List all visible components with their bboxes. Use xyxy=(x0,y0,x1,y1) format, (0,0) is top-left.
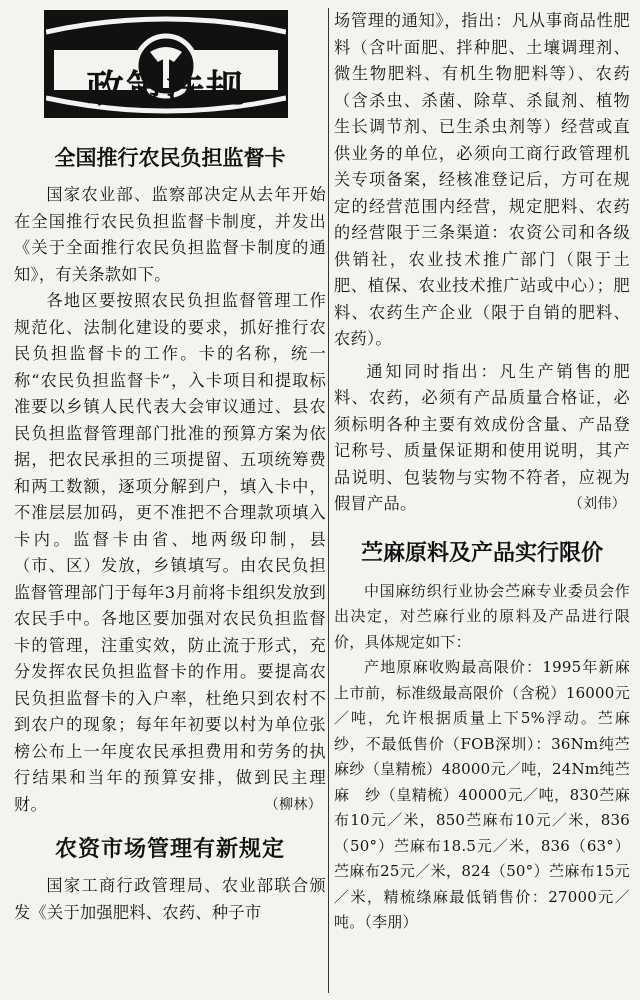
masthead-title: 政策法规 xyxy=(85,67,246,111)
column-divider xyxy=(328,8,329,993)
article-paragraph xyxy=(14,288,326,818)
article-paragraph: 国家工商行政管理局、农业部联合颁发《关于加强肥料、农药、种子市 xyxy=(14,876,326,922)
article-paragraph: 中国麻纺织行业协会苎麻专业委员会作出决定，对苎麻行业的原料及产品进行限价，具体规定如下： xyxy=(334,581,630,651)
article-paragraph: 国家农业部、监察部决定从去年开始在全国推行农民负担监督卡制度，并发出《关于全面推行农民负担监督卡制度的通知》，有关条款如下。 xyxy=(14,185,326,284)
section-masthead xyxy=(44,10,288,118)
article-title-supervision-card: 全国推行农民负担监督卡 xyxy=(54,146,286,170)
right-column xyxy=(334,8,630,936)
article-byline: （柳林） xyxy=(264,796,322,813)
article-title-ramie-prices: 苎麻原料及产品实行限价 xyxy=(360,540,603,566)
article-paragraph xyxy=(334,359,630,518)
article-byline: （刘伟） xyxy=(568,496,626,512)
article-paragraph-text: 各地区要按照农民负担监督管理工作规范化、法制化建设的要求，抓好推行农民负担监督卡的工作。卡的名称，统一称“农民负担监督卡”，入卡项目和提取标准要以乡镇人民代表大会审议通过、县农民负担监督管理部门批准的预算方案为依据，把农民承担的三项提留、五项统筹费和两工数额，逐项分解到户，填入卡中，不准层层加码，更不准把不合理款项填入卡内。监督卡由省、地两级印制，县（市、区）发放，乡镇填写。由农民负担监督管理部门于每年3月前将卡组织发放到农民手中。各地区要加强对农民负担监督卡的管理，注重实效，防止流于形式，充分发挥农民负担监督卡的作用。要提高农民负担监督卡的入户率，杜绝只到农村不到农户的现象；每年年初要以村为单位张榜公布上一年度农民承担费用和劳务的执行结果和当年的预算安排，做到民主理财。 xyxy=(14,291,326,814)
article-title-market-rules: 农资市场管理有新规定 xyxy=(54,837,285,862)
left-column xyxy=(14,10,326,926)
article-paragraph-text: 通知同时指出：凡生产销售的肥料、农药，必须有产品质量合格证，必须标明各种主要有效成份含量、产品登记称号、质量保证期和使用说明，其产品说明、包装物与实物不符者，应视为假冒产品。 xyxy=(334,361,630,513)
article-paragraph: 产地原麻收购最高限价：1995年新麻上市前，标准级最高限价（含税）16000元／吨，允许根据质量上下5%浮动。苎麻纱，不最低售价（FOB深圳）：36Nm纯苎麻纱（皇精梳）48000元／吨，24Nm纯苎麻 纱（皇精梳）40000元／吨，830苎麻布10元／米，850苎麻布10元／米，836（50°）苎麻布18.5元／米，836（63°）苎麻布25元／米，824（50°）苎麻布15元／米，精梳绦麻最低销售价：27000元／吨。（李朋） xyxy=(334,658,630,931)
article-paragraph-continued: 场管理的通知》，指出：凡从事商品性肥料（含叶面肥、拌种肥、土壤调理剂、微生物肥料、有机生物肥料等）、农药（含杀虫、杀菌、除草、杀鼠剂、植物生长调节剂、已生杀虫剂等）经营或直供业务的单位，必须向工商行政管理机关专项备案，经核准登记后，方可在规定的经营范围内经营，规定肥料、农药的经营限于三条渠道：农资公司和各级供销社，农业技术推广部门（限于土肥、植保、农业技术推广站或中心）；肥料、农药生产企业（限于自销的肥料、农药）。 xyxy=(334,11,630,348)
